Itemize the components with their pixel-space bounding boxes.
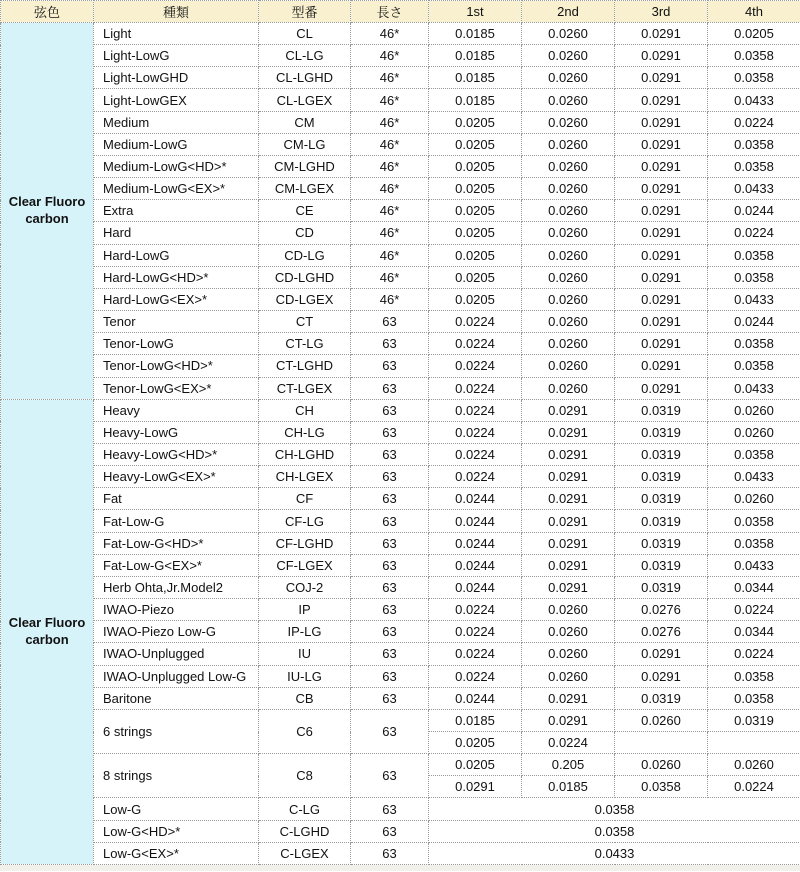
value-cell-3rd: 0.0319 xyxy=(615,510,708,532)
kind-cell: Medium xyxy=(94,111,259,133)
value-cell-1st: 0.0205 xyxy=(429,244,522,266)
value-cell-1st: 0.0205 xyxy=(429,133,522,155)
table-row xyxy=(1,798,800,820)
col-header-length: 長さ xyxy=(351,1,429,23)
value-cell-3rd: 0.0291 xyxy=(615,155,708,177)
value-cell-1st: 0.0205 xyxy=(429,222,522,244)
length-cell: 63 xyxy=(351,665,429,687)
value-cell-1st: 0.0205 xyxy=(429,155,522,177)
model-cell: CD-LGEX xyxy=(259,288,351,310)
value-cell-4th: 0.0260 xyxy=(708,754,800,776)
length-cell: 46* xyxy=(351,23,429,45)
kind-cell: Fat-Low-G<HD>* xyxy=(94,532,259,554)
value-cell-4th: 0.0224 xyxy=(708,776,800,798)
table-row xyxy=(1,45,800,67)
table-row xyxy=(1,111,800,133)
table-row xyxy=(1,576,800,598)
value-cell-1st: 0.0185 xyxy=(429,23,522,45)
value-cell-4th: 0.0224 xyxy=(708,643,800,665)
col-header-model: 型番 xyxy=(259,1,351,23)
value-cell-2nd: 0.0260 xyxy=(522,355,615,377)
length-cell: 63 xyxy=(351,709,429,753)
table-row xyxy=(1,421,800,443)
value-cell-3rd: 0.0291 xyxy=(615,643,708,665)
table-row xyxy=(1,244,800,266)
value-cell-2nd: 0.0260 xyxy=(522,377,615,399)
table-row xyxy=(1,488,800,510)
length-cell: 46* xyxy=(351,222,429,244)
table-row xyxy=(1,311,800,333)
kind-cell: Medium-LowG<HD>* xyxy=(94,155,259,177)
length-cell: 63 xyxy=(351,754,429,798)
value-cell-2nd: 0.0291 xyxy=(522,421,615,443)
kind-cell: Low-G<EX>* xyxy=(94,842,259,864)
length-cell: 46* xyxy=(351,111,429,133)
table-row xyxy=(1,842,800,864)
length-cell: 63 xyxy=(351,311,429,333)
length-cell: 63 xyxy=(351,599,429,621)
value-cell-2nd: 0.0260 xyxy=(522,621,615,643)
value-cell-2nd: 0.0260 xyxy=(522,155,615,177)
length-cell: 63 xyxy=(351,377,429,399)
value-cell-3rd: 0.0291 xyxy=(615,89,708,111)
table-row xyxy=(1,466,800,488)
value-cell-2nd: 0.0291 xyxy=(522,488,615,510)
value-cell-1st: 0.0224 xyxy=(429,333,522,355)
value-cell-3rd: 0.0291 xyxy=(615,178,708,200)
length-cell: 46* xyxy=(351,178,429,200)
table-row xyxy=(1,178,800,200)
kind-cell: Low-G xyxy=(94,798,259,820)
length-cell: 63 xyxy=(351,798,429,820)
value-cell-2nd: 0.0291 xyxy=(522,709,615,731)
kind-cell: Light xyxy=(94,23,259,45)
model-cell: CT-LGEX xyxy=(259,377,351,399)
value-cell-2nd: 0.0291 xyxy=(522,576,615,598)
length-cell: 63 xyxy=(351,621,429,643)
table-row xyxy=(1,67,800,89)
model-cell: CH-LG xyxy=(259,421,351,443)
value-cell-2nd: 0.0260 xyxy=(522,200,615,222)
value-cell-1st: 0.0244 xyxy=(429,687,522,709)
value-cell-2nd: 0.0260 xyxy=(522,599,615,621)
value-cell-2nd: 0.0260 xyxy=(522,178,615,200)
value-cell-4th: 0.0244 xyxy=(708,311,800,333)
value-cell-1st: 0.0205 xyxy=(429,754,522,776)
kind-cell: Medium-LowG xyxy=(94,133,259,155)
value-cell-4th: 0.0358 xyxy=(708,45,800,67)
value-cell-1st: 0.0224 xyxy=(429,377,522,399)
table-row xyxy=(1,333,800,355)
value-cell-3rd: 0.0319 xyxy=(615,466,708,488)
value-cell-3rd: 0.0291 xyxy=(615,133,708,155)
length-cell: 46* xyxy=(351,89,429,111)
model-cell: CM xyxy=(259,111,351,133)
kind-cell: Tenor xyxy=(94,311,259,333)
value-cell-1st: 0.0205 xyxy=(429,111,522,133)
value-cell-1st: 0.0205 xyxy=(429,200,522,222)
value-cell-3rd: 0.0291 xyxy=(615,665,708,687)
col-header-1st: 1st xyxy=(429,1,522,23)
value-cell-2nd: 0.0260 xyxy=(522,133,615,155)
value-cell-4th: 0.0433 xyxy=(708,288,800,310)
section-label: Clear Fluoro carbon xyxy=(1,23,94,400)
value-cell-2nd: 0.0260 xyxy=(522,333,615,355)
model-cell: C-LG xyxy=(259,798,351,820)
length-cell: 63 xyxy=(351,842,429,864)
value-cell-1st: 0.0224 xyxy=(429,421,522,443)
value-cell-4th: 0.0433 xyxy=(708,377,800,399)
value-cell-2nd: 0.0291 xyxy=(522,687,615,709)
length-cell: 46* xyxy=(351,45,429,67)
col-header-3rd: 3rd xyxy=(615,1,708,23)
length-cell: 63 xyxy=(351,355,429,377)
value-cell-1st: 0.0244 xyxy=(429,488,522,510)
value-cell-4th: 0.0260 xyxy=(708,488,800,510)
length-cell: 63 xyxy=(351,399,429,421)
length-cell: 46* xyxy=(351,155,429,177)
col-header-string-color: 弦色 xyxy=(1,1,94,23)
value-cell-2nd: 0.0291 xyxy=(522,532,615,554)
kind-cell: Heavy-LowG<EX>* xyxy=(94,466,259,488)
table-row xyxy=(1,23,800,45)
value-cell-4th: 0.0358 xyxy=(708,665,800,687)
table-row xyxy=(1,222,800,244)
kind-cell: Tenor-LowG<HD>* xyxy=(94,355,259,377)
kind-cell: IWAO-Unplugged xyxy=(94,643,259,665)
value-cell-4th: 0.0224 xyxy=(708,599,800,621)
bottom-strip xyxy=(0,865,800,871)
kind-cell: Hard xyxy=(94,222,259,244)
value-cell-1st: 0.0185 xyxy=(429,709,522,731)
value-cell-3rd xyxy=(615,732,708,754)
model-cell: IP xyxy=(259,599,351,621)
kind-cell: Heavy-LowG<HD>* xyxy=(94,443,259,465)
value-cell-1st: 0.0185 xyxy=(429,45,522,67)
value-cell-2nd: 0.0291 xyxy=(522,399,615,421)
value-cell-4th: 0.0358 xyxy=(708,532,800,554)
value-cell-2nd: 0.0224 xyxy=(522,732,615,754)
value-cell-3rd: 0.0276 xyxy=(615,621,708,643)
value-cell-2nd: 0.0260 xyxy=(522,665,615,687)
value-cell-3rd: 0.0291 xyxy=(615,288,708,310)
value-cell-4th: 0.0433 xyxy=(708,89,800,111)
kind-cell: Heavy-LowG xyxy=(94,421,259,443)
model-cell: CL xyxy=(259,23,351,45)
value-cell-2nd: 0.0291 xyxy=(522,466,615,488)
table-row xyxy=(1,510,800,532)
table-row xyxy=(1,133,800,155)
value-cell-3rd: 0.0260 xyxy=(615,754,708,776)
value-cell-4th: 0.0358 xyxy=(708,155,800,177)
value-cell-4th: 0.0224 xyxy=(708,222,800,244)
model-cell: CE xyxy=(259,200,351,222)
table-row xyxy=(1,643,800,665)
value-cell-2nd: 0.0260 xyxy=(522,45,615,67)
model-cell: CF-LGEX xyxy=(259,554,351,576)
value-cell-2nd: 0.0260 xyxy=(522,67,615,89)
length-cell: 63 xyxy=(351,443,429,465)
table-row xyxy=(1,266,800,288)
value-cell-4th: 0.0244 xyxy=(708,200,800,222)
value-cell-3rd: 0.0291 xyxy=(615,67,708,89)
value-cell-3rd: 0.0319 xyxy=(615,687,708,709)
model-cell: C6 xyxy=(259,709,351,753)
value-cell-4th: 0.0358 xyxy=(708,67,800,89)
value-cell-2nd: 0.0260 xyxy=(522,288,615,310)
value-cell-3rd: 0.0291 xyxy=(615,311,708,333)
kind-cell: 8 strings xyxy=(94,754,259,798)
value-cell-1st: 0.0244 xyxy=(429,576,522,598)
length-cell: 46* xyxy=(351,266,429,288)
value-cell-1st: 0.0224 xyxy=(429,621,522,643)
kind-cell: Baritone xyxy=(94,687,259,709)
value-cell-1st: 0.0205 xyxy=(429,288,522,310)
table-row xyxy=(1,89,800,111)
length-cell: 63 xyxy=(351,510,429,532)
value-cell-2nd: 0.0260 xyxy=(522,111,615,133)
table-row xyxy=(1,820,800,842)
value-cell-1st: 0.0291 xyxy=(429,776,522,798)
value-cell-1st: 0.0244 xyxy=(429,532,522,554)
table-row xyxy=(1,399,800,421)
kind-cell: 6 strings xyxy=(94,709,259,753)
value-cell-2nd: 0.0260 xyxy=(522,222,615,244)
value-cell-2nd: 0.0185 xyxy=(522,776,615,798)
value-cell-2nd: 0.0260 xyxy=(522,244,615,266)
value-cell-2nd: 0.0291 xyxy=(522,554,615,576)
value-cell-3rd: 0.0291 xyxy=(615,355,708,377)
value-cell-1st: 0.0224 xyxy=(429,443,522,465)
value-cell-1st: 0.0244 xyxy=(429,510,522,532)
value-cell-3rd: 0.0291 xyxy=(615,266,708,288)
model-cell: CD-LGHD xyxy=(259,266,351,288)
model-cell: C8 xyxy=(259,754,351,798)
value-cell-2nd: 0.0260 xyxy=(522,311,615,333)
kind-cell: Fat-Low-G<EX>* xyxy=(94,554,259,576)
kind-cell: Light-LowGEX xyxy=(94,89,259,111)
value-cell-4th: 0.0358 xyxy=(708,333,800,355)
length-cell: 63 xyxy=(351,576,429,598)
table-row xyxy=(1,554,800,576)
length-cell: 63 xyxy=(351,820,429,842)
merged-value-cell: 0.0433 xyxy=(429,842,800,864)
table-row xyxy=(1,621,800,643)
value-cell-3rd: 0.0276 xyxy=(615,599,708,621)
value-cell-2nd: 0.0291 xyxy=(522,510,615,532)
model-cell: CD-LG xyxy=(259,244,351,266)
value-cell-4th: 0.0358 xyxy=(708,244,800,266)
length-cell: 46* xyxy=(351,244,429,266)
table-row xyxy=(1,532,800,554)
kind-cell: Hard-LowG xyxy=(94,244,259,266)
kind-cell: IWAO-Piezo xyxy=(94,599,259,621)
col-header-kind: 種類 xyxy=(94,1,259,23)
value-cell-4th: 0.0319 xyxy=(708,709,800,731)
header-row xyxy=(1,1,800,23)
value-cell-2nd: 0.0260 xyxy=(522,89,615,111)
value-cell-4th: 0.0260 xyxy=(708,421,800,443)
table-row xyxy=(1,288,800,310)
value-cell-2nd: 0.0260 xyxy=(522,23,615,45)
value-cell-4th: 0.0358 xyxy=(708,266,800,288)
value-cell-1st: 0.0205 xyxy=(429,732,522,754)
value-cell-3rd: 0.0319 xyxy=(615,399,708,421)
model-cell: CM-LGHD xyxy=(259,155,351,177)
value-cell-1st: 0.0224 xyxy=(429,355,522,377)
value-cell-1st: 0.0224 xyxy=(429,643,522,665)
length-cell: 63 xyxy=(351,488,429,510)
length-cell: 63 xyxy=(351,554,429,576)
table-row xyxy=(1,443,800,465)
table-row xyxy=(1,687,800,709)
value-cell-4th: 0.0433 xyxy=(708,178,800,200)
value-cell-3rd: 0.0319 xyxy=(615,421,708,443)
value-cell-1st: 0.0224 xyxy=(429,466,522,488)
length-cell: 46* xyxy=(351,67,429,89)
section-label: Clear Fluoro carbon xyxy=(1,399,94,864)
model-cell: CT-LGHD xyxy=(259,355,351,377)
kind-cell: Tenor-LowG xyxy=(94,333,259,355)
model-cell: CT-LG xyxy=(259,333,351,355)
value-cell-4th: 0.0224 xyxy=(708,111,800,133)
kind-cell: Low-G<HD>* xyxy=(94,820,259,842)
kind-cell: IWAO-Piezo Low-G xyxy=(94,621,259,643)
value-cell-1st: 0.0224 xyxy=(429,599,522,621)
value-cell-3rd: 0.0291 xyxy=(615,23,708,45)
value-cell-3rd: 0.0291 xyxy=(615,377,708,399)
value-cell-3rd: 0.0319 xyxy=(615,488,708,510)
length-cell: 63 xyxy=(351,421,429,443)
value-cell-2nd: 0.0291 xyxy=(522,443,615,465)
model-cell: CM-LGEX xyxy=(259,178,351,200)
value-cell-4th: 0.0344 xyxy=(708,576,800,598)
merged-value-cell: 0.0358 xyxy=(429,820,800,842)
value-cell-1st: 0.0205 xyxy=(429,266,522,288)
length-cell: 63 xyxy=(351,333,429,355)
model-cell: CH xyxy=(259,399,351,421)
table-row xyxy=(1,754,800,776)
value-cell-3rd: 0.0358 xyxy=(615,776,708,798)
kind-cell: Heavy xyxy=(94,399,259,421)
value-cell-4th: 0.0205 xyxy=(708,23,800,45)
table-row xyxy=(1,377,800,399)
length-cell: 63 xyxy=(351,643,429,665)
length-cell: 63 xyxy=(351,532,429,554)
kind-cell: Medium-LowG<EX>* xyxy=(94,178,259,200)
value-cell-3rd: 0.0291 xyxy=(615,222,708,244)
value-cell-1st: 0.0185 xyxy=(429,89,522,111)
length-cell: 63 xyxy=(351,466,429,488)
value-cell-3rd: 0.0291 xyxy=(615,333,708,355)
merged-value-cell: 0.0358 xyxy=(429,798,800,820)
kind-cell: Hard-LowG<HD>* xyxy=(94,266,259,288)
value-cell-3rd: 0.0319 xyxy=(615,554,708,576)
kind-cell: Light-LowGHD xyxy=(94,67,259,89)
value-cell-4th: 0.0344 xyxy=(708,621,800,643)
kind-cell: Tenor-LowG<EX>* xyxy=(94,377,259,399)
model-cell: IP-LG xyxy=(259,621,351,643)
model-cell: C-LGHD xyxy=(259,820,351,842)
value-cell-4th: 0.0433 xyxy=(708,554,800,576)
model-cell: COJ-2 xyxy=(259,576,351,598)
value-cell-1st: 0.0205 xyxy=(429,178,522,200)
value-cell-4th: 0.0358 xyxy=(708,510,800,532)
model-cell: CM-LG xyxy=(259,133,351,155)
value-cell-1st: 0.0224 xyxy=(429,311,522,333)
model-cell: C-LGEX xyxy=(259,842,351,864)
kind-cell: Fat xyxy=(94,488,259,510)
model-cell: CL-LGEX xyxy=(259,89,351,111)
table-row xyxy=(1,665,800,687)
col-header-4th: 4th xyxy=(708,1,800,23)
kind-cell: Herb Ohta,Jr.Model2 xyxy=(94,576,259,598)
value-cell-3rd: 0.0291 xyxy=(615,45,708,67)
value-cell-4th: 0.0358 xyxy=(708,443,800,465)
table-row xyxy=(1,155,800,177)
model-cell: CF xyxy=(259,488,351,510)
value-cell-4th: 0.0358 xyxy=(708,687,800,709)
length-cell: 46* xyxy=(351,200,429,222)
value-cell-4th: 0.0260 xyxy=(708,399,800,421)
value-cell-3rd: 0.0319 xyxy=(615,576,708,598)
value-cell-1st: 0.0224 xyxy=(429,665,522,687)
model-cell: CH-LGEX xyxy=(259,466,351,488)
table-row xyxy=(1,200,800,222)
value-cell-3rd: 0.0291 xyxy=(615,111,708,133)
value-cell-4th: 0.0358 xyxy=(708,133,800,155)
kind-cell: Extra xyxy=(94,200,259,222)
model-cell: CB xyxy=(259,687,351,709)
value-cell-4th xyxy=(708,732,800,754)
value-cell-3rd: 0.0260 xyxy=(615,709,708,731)
kind-cell: Fat-Low-G xyxy=(94,510,259,532)
value-cell-2nd: 0.0260 xyxy=(522,266,615,288)
model-cell: CF-LG xyxy=(259,510,351,532)
kind-cell: IWAO-Unplugged Low-G xyxy=(94,665,259,687)
value-cell-3rd: 0.0291 xyxy=(615,244,708,266)
value-cell-1st: 0.0224 xyxy=(429,399,522,421)
value-cell-1st: 0.0185 xyxy=(429,67,522,89)
table-row xyxy=(1,355,800,377)
model-cell: CL-LG xyxy=(259,45,351,67)
value-cell-2nd: 0.205 xyxy=(522,754,615,776)
model-cell: IU-LG xyxy=(259,665,351,687)
kind-cell: Hard-LowG<EX>* xyxy=(94,288,259,310)
value-cell-3rd: 0.0319 xyxy=(615,443,708,465)
length-cell: 46* xyxy=(351,133,429,155)
length-cell: 63 xyxy=(351,687,429,709)
table-row xyxy=(1,599,800,621)
value-cell-1st: 0.0244 xyxy=(429,554,522,576)
model-cell: IU xyxy=(259,643,351,665)
value-cell-4th: 0.0358 xyxy=(708,355,800,377)
value-cell-3rd: 0.0291 xyxy=(615,200,708,222)
model-cell: CH-LGHD xyxy=(259,443,351,465)
model-cell: CT xyxy=(259,311,351,333)
value-cell-4th: 0.0433 xyxy=(708,466,800,488)
model-cell: CD xyxy=(259,222,351,244)
length-cell: 46* xyxy=(351,288,429,310)
model-cell: CL-LGHD xyxy=(259,67,351,89)
model-cell: CF-LGHD xyxy=(259,532,351,554)
value-cell-2nd: 0.0260 xyxy=(522,643,615,665)
kind-cell: Light-LowG xyxy=(94,45,259,67)
col-header-2nd: 2nd xyxy=(522,1,615,23)
table-row xyxy=(1,709,800,731)
value-cell-3rd: 0.0319 xyxy=(615,532,708,554)
